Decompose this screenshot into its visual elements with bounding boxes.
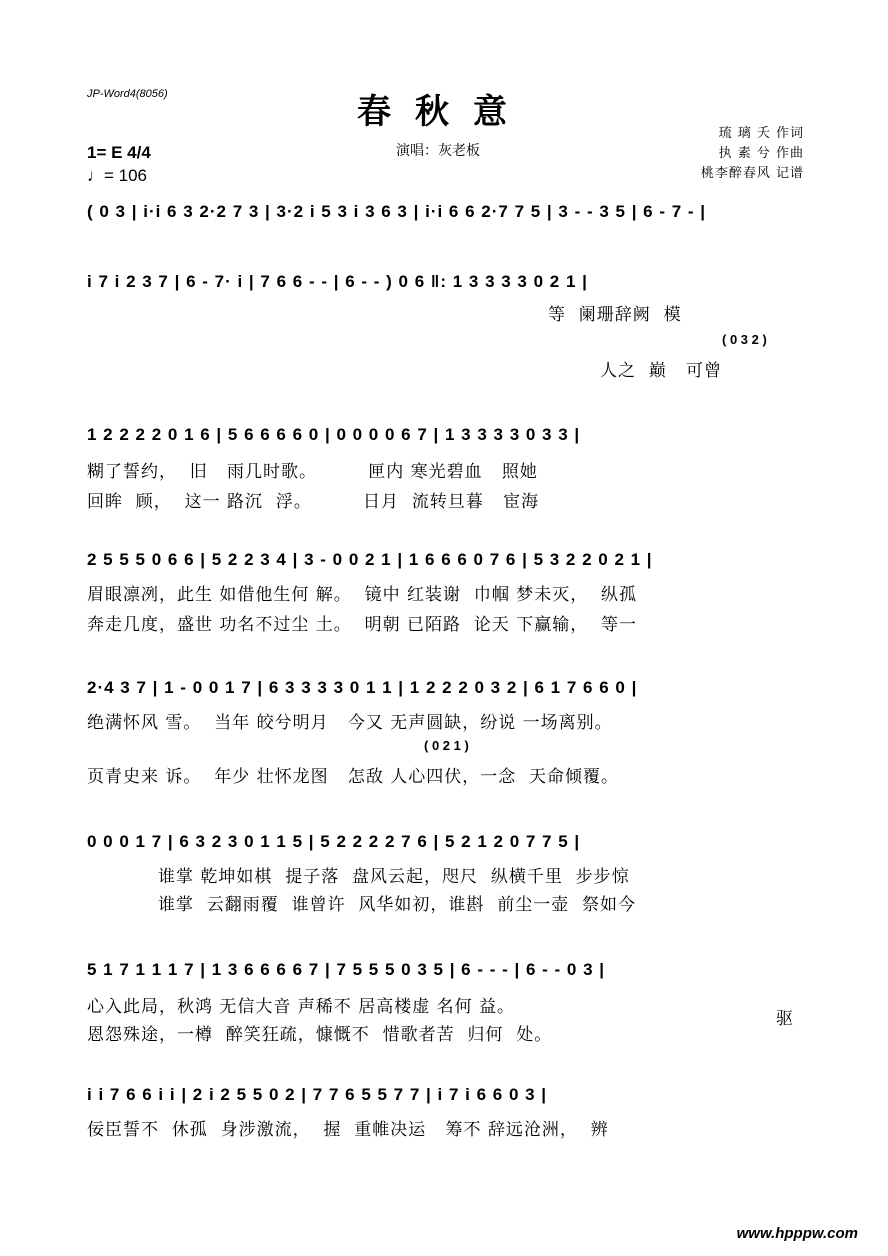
source-label: JP-Word4(8056) [87,88,168,100]
singer-credit: 演唱：灰老板 [396,143,480,159]
notation-small-2: ( 0 3 2 ) [722,332,767,347]
notation-line-1: ( 0 3 | i·i 6 3 2·2 7 3 | 3·2 i 5 3 i 3 6 3 | i·i 6 6 2·7 7 5 | 3 - - 3 5 | 6 - 7 - | [87,202,707,221]
lyric-line-6a: 谁掌 乾坤如棋 提子落 盘风云起，咫尺 纵横千里 步步惊 [158,867,630,887]
lyric-line-3a: 糊了誓约， 旧 雨几时歌。 匣内 寒光碧血 照她 [87,462,538,482]
notation-small-5: ( 0 2 1 ) [424,738,469,753]
song-title: 春秋意 [357,92,531,132]
lyric-line-7b: 恩怨殊途，一樽 醉笑狂疏，慷慨不 惜歌者苦 归何 处。 [87,1025,553,1045]
notation-line-7: 5 1 7 1 1 1 7 | 1 3 6 6 6 6 7 | 7 5 5 5 0 3 5 | 6 - - - | 6 - - 0 3 | [87,960,606,979]
composer-credit: 执 素 兮 作曲 [718,146,804,161]
lyric-line-5b: 页青史来 诉。 年少 壮怀龙图 怎敌 人心四伏，一念 天命倾覆。 [87,767,620,787]
notation-line-2: i 7 i 2 3 7 | 6 - 7· i | 7 6 6 - - | 6 - - ) 0 6 ‖: 1 3 3 3 3 0 2 1 | [87,272,588,291]
lyric-line-8a: 佞臣誓不 休孤 身涉激流， 握 重帷决运 筹不 辞远沧洲， 辨 [87,1120,609,1140]
lyric-line-4b: 奔走几度，盛世 功名不过尘 土。 明朝 已陌路 论天 下赢输， 等一 [87,615,638,635]
footer-url: www.hpppw.com [736,1225,858,1242]
notation-line-3: 1 2 2 2 2 0 1 6 | 5 6 6 6 6 0 | 0 0 0 0 6 7 | 1 3 3 3 3 0 3 3 | [87,425,581,444]
notation-line-8: i i 7 6 6 i i | 2 i 2 5 5 0 2 | 7 7 6 5 5 7 7 | i 7 i 6 6 0 3 | [87,1085,548,1104]
lyric-line-4a: 眉眼凛冽，此生 如借他生何 解。 镜中 红装谢 巾帼 梦未灭， 纵孤 [87,585,638,605]
side-lyric: 驱 [776,1009,794,1029]
notation-line-5: 2·4 3 7 | 1 - 0 0 1 7 | 6 3 3 3 3 0 1 1 | 1 2 2 2 0 3 2 | 6 1 7 6 6 0 | [87,678,638,697]
lyric-line-7a: 心入此局，秋鸿 无信大音 声稀不 居高楼虚 名何 益。 [87,997,516,1017]
lyricist-credit: 琉 璃 夭 作词 [718,126,804,141]
lyric-line-3b: 回眸 顾， 这一 路沉 浮。 日月 流转旦暮 宦海 [87,492,540,512]
lyric-line-6b: 谁掌 云翻雨覆 谁曾许 风华如初，谁斟 前尘一壶 祭如今 [158,895,637,915]
lyric-line-5a: 绝满怀风 雪。 当年 皎兮明月 今又 无声圆缺，纷说 一场离别。 [87,713,613,733]
key-signature: 1= E 4/4 [87,143,151,162]
lyric-line-2b: 人之 巅 可曾 [600,361,723,381]
tempo-marking: ♩= 106 [87,166,148,185]
lyric-line-2a: 等 阑珊辞阙 模 [548,305,682,325]
transcriber-credit: 桃李醉春风 记谱 [700,166,804,181]
notation-line-4: 2 5 5 5 0 6 6 | 5 2 2 3 4 | 3 - 0 0 2 1 | 1 6 6 6 0 7 6 | 5 3 2 2 0 2 1 | [87,550,653,569]
notation-line-6: 0 0 0 1 7 | 6 3 2 3 0 1 1 5 | 5 2 2 2 2 7 6 | 5 2 1 2 0 7 7 5 | [87,832,581,851]
